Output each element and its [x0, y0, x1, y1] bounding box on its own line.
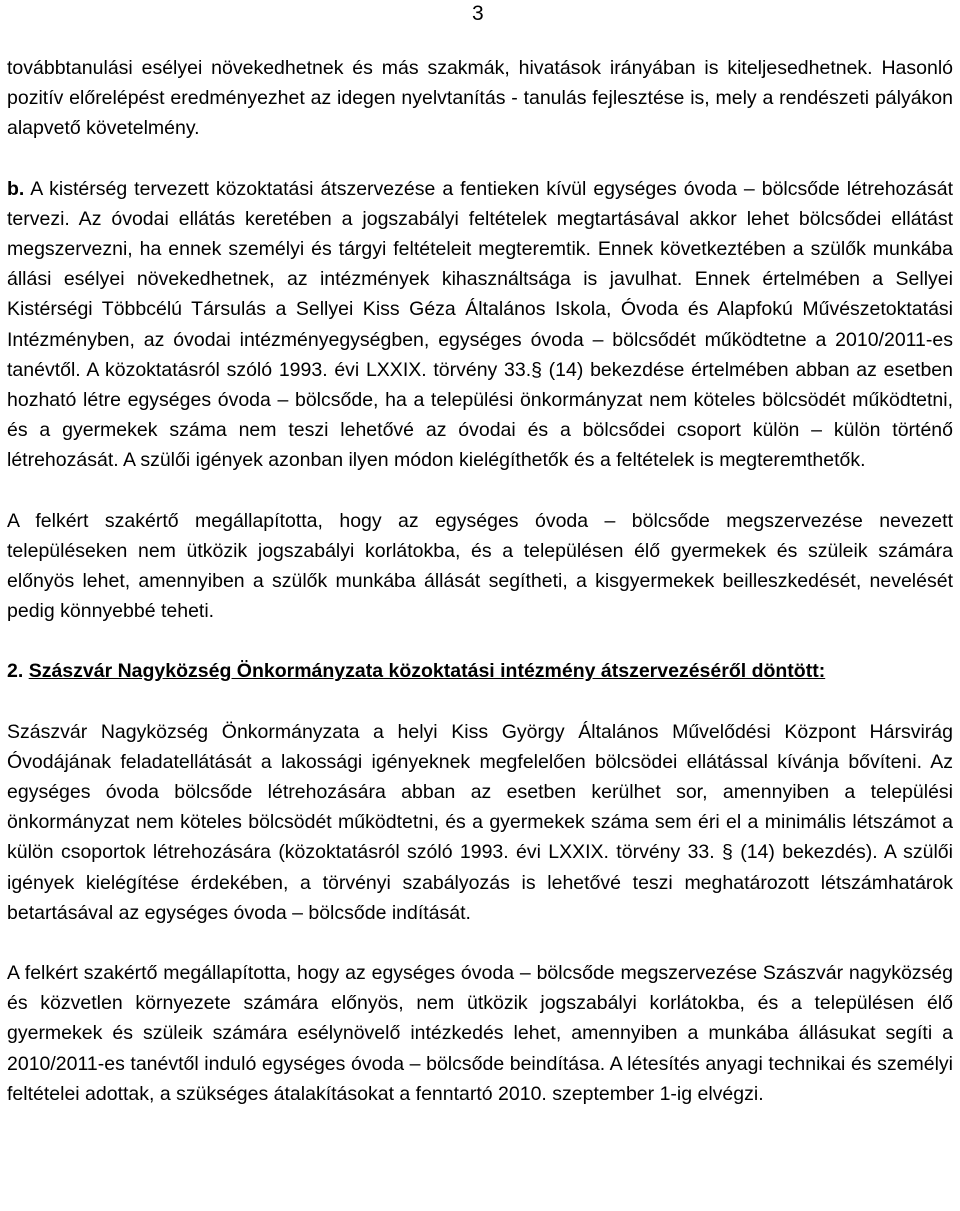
paragraph-expert-opinion-1: A felkért szakértő megállapította, hogy az egységes óvoda – bölcsőde megszervezése nevezett településeken nem ütközik jogszabályi korlátokba, és a településen élő gyermekek és szüleik számára előnyös lehet, amennyiben a szülők munkába állását segítheti, a kisgyermekek beilleszkedését, nevelését pedig könnyebbé teheti. [7, 509, 953, 623]
section-number: 2. [7, 660, 24, 683]
section-title: Szászvár Nagyközség Önkormányzata közoktatási intézmény átszervezéséről döntött: [28, 660, 826, 683]
paragraph-expert-opinion-2: A felkért szakértő megállapította, hogy az egységes óvoda – bölcsőde megszervezése Szászvár nagyközség és közvetlen környezete számára előnyös, nem ütközik jogszabályi korlátokba, és a településen élő gyermekek és szüleik számára esélynövelő intézkedés lehet, amennyiben a munkába állásukat segíti a 2010/2011-es tanévtől induló egységes óvoda – bölcsőde beindítása. A létesítés anyagi technikai és személyi feltételei adottak, a szükséges átalakításokat a fenntartó 2010. szeptember 1-ig elvégzi. [7, 962, 953, 1105]
paragraph-spacer [7, 626, 953, 656]
paragraph-szaszvar: Szászvár Nagyközség Önkormányzata a helyi Kiss György Általános Művelődési Központ Hársvirág Óvodájának feladatellátását a lakossági igényeknek megfelelően bölcsödei ellátással kívánja bővíteni. Az egységes óvoda bölcsőde létrehozására abban az esetben kerülhet sor, amennyiben a települési önkormányzat nem köteles bölcsödét működtetni, és a gyermekek száma sem éri el a minimális létszámot a külön csoportok létrehozására (közoktatásról szóló 1993. évi LXXIX. törvény 33. § (14) bekezdés). A szülői igények kielégítése érdekében, a törvényi szabályozás is lehetővé teszi meghatározott létszámhatárok betartásával az egységes óvoda – bölcsőde indítását. [7, 720, 953, 924]
paragraph-point-b [7, 174, 953, 476]
page-number: 3 [472, 2, 484, 25]
paragraph-spacer [7, 687, 953, 717]
paragraph-spacer [7, 476, 953, 506]
document-body [7, 53, 953, 1109]
point-b-text: A kistérség tervezett közoktatási átszervezése a fentieken kívül egységes óvoda – bölcsőde létrehozását tervezi. Az óvodai ellátás keretében a jogszabályi feltételek megtartásával akkor lehet bölcsődei ellátást megszervezni, ha ennek személyi és tárgyi feltételeit megteremtik. Ennek következtében a szülők munkába állási esélyei növekedhetnek, az intézmények kihasználtsága is javulhat. Ennek értelmében a Sellyei Kistérségi Többcélú Társulás a Sellyei Kiss Géza Általános Iskola, Óvoda és Alapfokú Művészetoktatási Intézményben, az óvodai intézményegységben, egységes óvoda – bölcsődét működtetne a 2010/2011-es tanévtől. A közoktatásról szóló 1993. évi LXXIX. törvény 33.§ (14) bekezdése értelmében abban az esetben hozható létre egységes óvoda – bölcsőde, ha a települési önkormányzat nem köteles bölcsödét működtetni, és a gyermekek száma nem teszi lehetővé az óvodai és a bölcsődei csoport külön – külön történő létrehozását. A szülői igények azonban ilyen módon kielégíthetők és a feltételek is megteremthetők. [7, 177, 953, 472]
paragraph-continuation: továbbtanulási esélyei növekedhetnek és más szakmák, hivatások irányában is kiteljesedhetnek. Hasonló pozitív előrelépést eredményezhet az idegen nyelvtanítás - tanulás fejlesztése is, mely a rendészeti pályákon alapvető követelmény. [7, 57, 953, 140]
point-b-marker: b. [7, 177, 25, 200]
paragraph-spacer [7, 144, 953, 174]
paragraph-spacer [7, 928, 953, 958]
section-heading-2 [7, 656, 953, 686]
